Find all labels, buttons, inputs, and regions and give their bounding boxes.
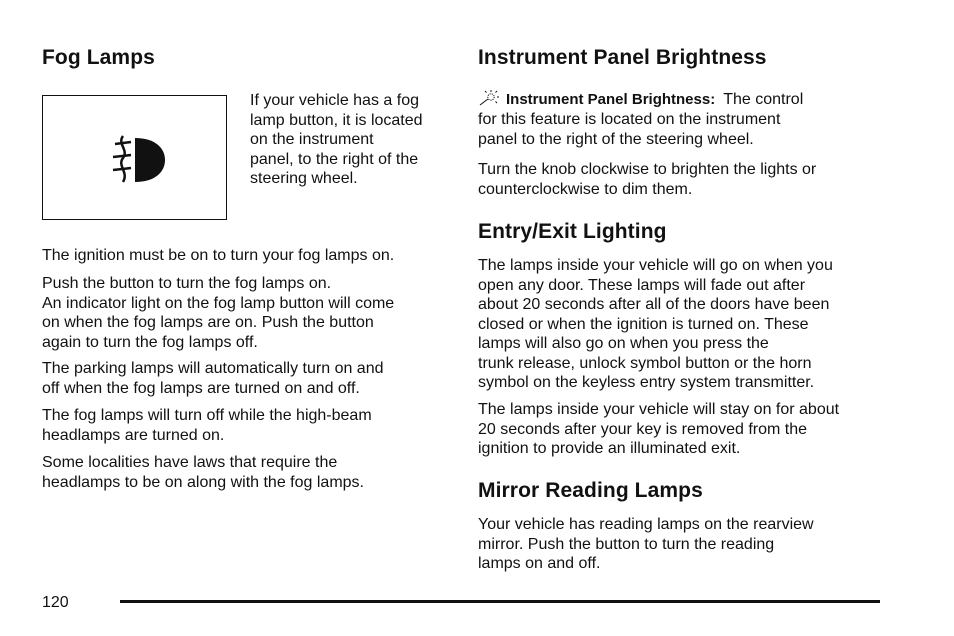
ipb-paragraph-1-rest: for this feature is located on the instrument panel to the right of the steering wheel. [478, 111, 781, 148]
fog-paragraph-2: Push the button to turn the fog lamps on. An indicator light on the fog lamp button will come on when the fog lamps are on. Push the button again to turn the fog lamps off. [42, 275, 395, 351]
ipb-text-first: The control [723, 91, 804, 108]
fog-paragraph-3: The parking lamps will automatically turn on and off when the fog lamps are turned on and off. [42, 360, 384, 397]
mirror-paragraph: Your vehicle has reading lamps on the rearview mirror. Push the button to turn the reading lamps on and off. [478, 516, 814, 572]
fog-paragraph-4: The fog lamps will turn off while the high-beam headlamps are turned on. [42, 407, 372, 444]
fog-lamp-icon [109, 134, 167, 186]
footer-rule [120, 600, 880, 603]
ipb-label: Instrument Panel Brightness: [506, 91, 716, 108]
entry-exit-lighting-heading: Entry/Exit Lighting [478, 220, 667, 243]
entry-paragraph-2: The lamps inside your vehicle will stay on for about 20 seconds after your key is removed from the ignition to provide an illuminated exit. [478, 401, 840, 457]
ipb-paragraph-2: Turn the knob clockwise to brighten the lights or counterclockwise to dim them. [478, 161, 817, 198]
mirror-reading-lamps-heading: Mirror Reading Lamps [478, 479, 703, 502]
instrument-panel-brightness-heading: Instrument Panel Brightness [478, 46, 767, 69]
fog-lamps-heading: Fog Lamps [42, 46, 155, 69]
fog-paragraph-1: The ignition must be on to turn your fog lamps on. [42, 247, 395, 264]
ipb-paragraph-1 [478, 89, 888, 113]
fog-paragraph-5: Some localities have laws that require the headlamps to be on along with the fog lamps. [42, 454, 364, 491]
instrument-panel-brightness-icon [478, 89, 500, 113]
fog-intro-text: If your vehicle has a fog lamp button, it is located on the instrument panel, to the right of the steering wheel. [250, 92, 423, 187]
page-number: 120 [42, 594, 69, 611]
fog-lamp-illustration [42, 95, 227, 220]
entry-paragraph-1: The lamps inside your vehicle will go on when you open any door. These lamps will fade out after about 20 seconds after all of the doors have been closed or when the ignition is turned on. These lamps will also go on when you press the trunk release, unlock symbol button or the horn symbol on the keyless entry system transmitter. [478, 257, 833, 391]
